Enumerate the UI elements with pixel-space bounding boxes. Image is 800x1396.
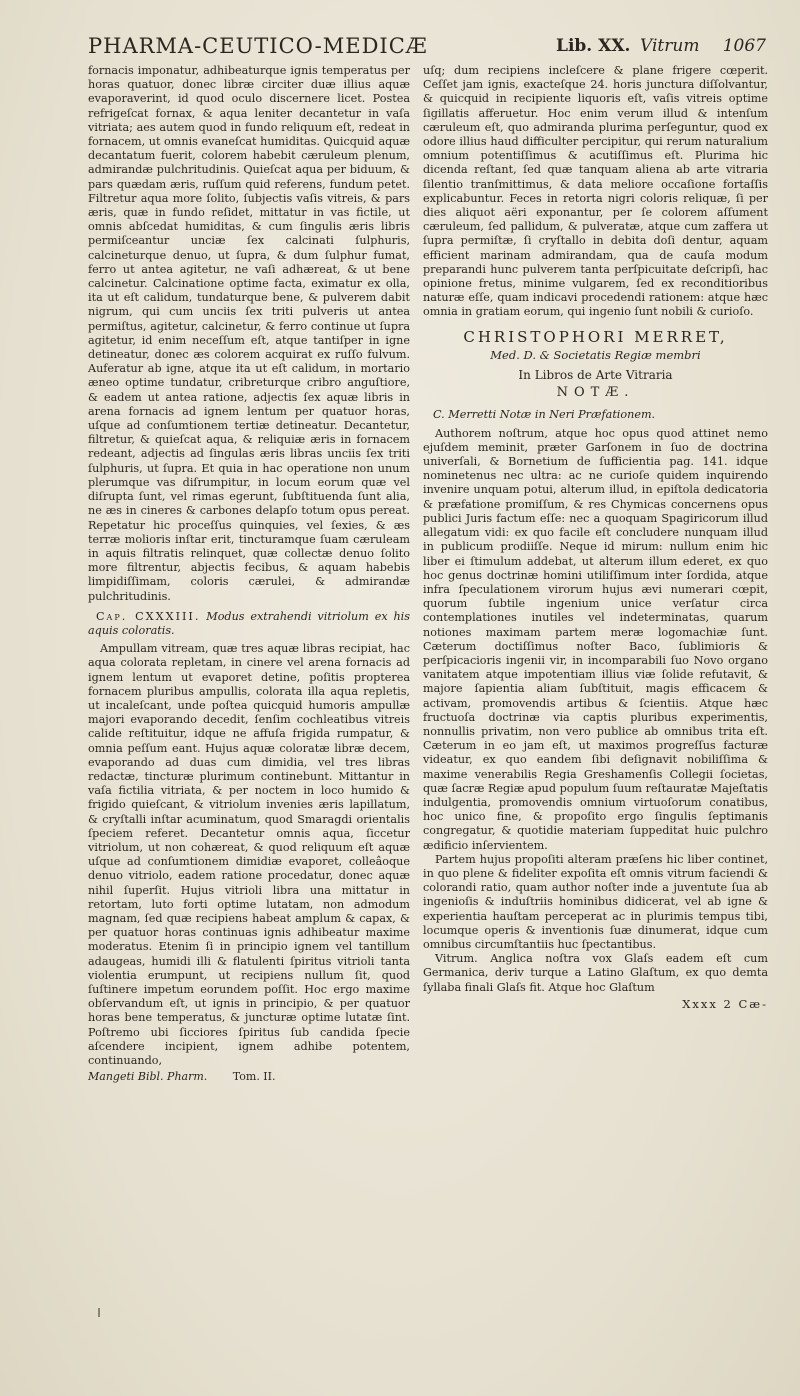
paragraph: uſq; dum recipiens incleſcere & plane frigere cœperit. Ceſſet jam ignis, exacteſque 24. horis junctura diſſolvantur, & quicquid in recipiente liquoris eſt, vaſis vitreis optime ſigillatis afferuetur. Hoc enim verum illud & intenſum cæruleum eſt, quo admiranda plurima perſeguntur, quod ex odore illius haud difficulter percipitur, qui rerum naturalium omnium potentiſſimus & acutiſſimus eſt. Plurima hic dicenda reſtant, ſed quæ tanquam aliena ab arte vitraria ſilentio tranſmittimus, & data meliore occaſione fortaſſis explicabuntur. Feces in retorta nigri coloris reliquæ, ſi per dies aliquot aëri exponantur, per ſe colorem aſſument cæruleum, ſed pallidum, & pulveratæ, atque cum zaffera ut ſupra permiſtæ, ſi cryſtallo in debita doſi dentur, aquam efficient marinam admirandam, qua de cauſa modum preparandi hunc pulverem tanta perſpicuitate deſcripſi, hac opinione fretus, minime vulgarem, ſed ex reconditioribus naturæ eſſe, quam indicavi procedendi rationem: atque hæc omnia in gratiam eorum, qui ingenio ſunt nobili & curioſo. <box>423 64 768 319</box>
tome-label: Tom. II. <box>232 1070 276 1084</box>
chapter-heading <box>88 610 410 638</box>
book-number: Lib. XX. <box>556 36 631 56</box>
running-header <box>88 34 766 64</box>
section-subtitle-2: In Libros de Arte Vitraria <box>518 368 673 383</box>
section-label: Vitrum <box>640 36 700 56</box>
note-heading: C. Merretti Notæ in Neri Præfationem. <box>433 408 656 422</box>
paragraph: Authorem noſtrum, atque hoc opus quod attinet nemo ejuſdem meminit, præter Garſonem in ſuo de doctrina univerſali, & Bornetium de ſufficientia pag. 141. idque nominetenus nec ultra: ac ne curioſe quidem inquirendo invenire unquam potui, alterum illud, in epiſtola dedicatoria & præfatione promiſſum, & res Chymicas concernens opus publici Juris factum eſſe: nec a quoquam Spagiricorum illud allegatum vidi: ex quo facile eſt concludere nunquam illud in publicum prodiiſſe. Neque id mirum: nullum enim hic liber ei ſtimulum addebat, ut alterum illum ederet, ex quo hoc genus doctrinæ homini utiliſſimum inter ſordida, atque infra ſpeculationem virorum hujus ævi numerari cœpit, quorum ſubtile ingenium unice verſatur circa contemplationes inutiles vel indeterminatas, quarum notiones maximam partem meræ logomachiæ ſunt. Cæterum doctiſſimus noſter Baco, ſublimioris & perſpicacioris ingenii vir, in incomparabili ſuo Novo organo vanitatem atque impotentiam illius viæ ſolide refutavit, & majore ſapientia aliam ſubſtituit, magis efficacem & activam, promovendis artibus & ſcientiis. Atque hæc fructuoſa doctrinæ via captis pluribus experimentis, nonnullis privatim, non vero publice ab omnibus trita eſt. Cæterum in eo jam eſt, ut maximos progreſſus facturæ videatur, ex quo eandem ſibi deſignavit nobiliſſima & maxime venerabilis Regia Greshamenſis Collegii ſocietas, quæ ſacræ Regiæ apud populum ſuum reſtauratæ Majeſtatis indulgentia, promovendis omnium virtuoſorum conatibus, hoc unico fine, & propoſito ergo ſingulis ſeptimanis congregatur, & quotidie materiam ſuppeditat huic pulchro ædificio inſervientem. <box>423 426 768 852</box>
page-number: 1067 <box>722 36 766 56</box>
running-title: PHARMA-CEUTICO-MEDICÆ <box>88 34 428 58</box>
paragraph: fornacis imponatur, adhibeaturque ignis temperatus per horas quatuor, donec libræ circiter duæ illius aquæ evaporaverint, id quod oculo discernere licet. Postea refrigeſcat fornax, & aqua leniter decantetur in vaſa vitriata; aes autem quod in fundo reliquum eſt, redeat in fornacem, ut omnis evaneſcat humiditas. Quicquid aquæ decantatum fuerit, colorem habebit cæruleum plenum, admirandæ pulchritudinis. Quieſcat aqua per biduum, & pars quædam æris, ruſſum quid referens, fundum petet. Filtretur aqua more ſolito, ſubjectis vaſis vitreis, & pars æris, quæ in fundo reſidet, mittatur in vas fictile, ut omnis abſcedat humiditas, & cum ſingulis æris libris permiſceantur unciæ ſex calcinati ſulphuris, calcineturque denuo, ut ſupra, & dum ſulphur fumat, ferro ut antea agitetur, ne vaſi adhæreat, & ut bene calcinetur. Calcinatione optime facta, eximatur ex olla, ita ut eſt calidum, tundaturque bene, & pulverem dabit nigrum, qui cum unciis ſex triti pulveris ut antea permiſtus, agitetur, calcinetur, & ferro continue ut ſupra agitetur, id enim neceſſum eſt, atque tantiſper in igne detineatur, donec æs colorem acquirat ex ruſſo fulvum. Auferatur ab igne, atque ita ut eſt calidum, in mortario æneo optime tundatur, cribreturque cribro anguſtiore, & eadem ut antea ratione, adjectis ſex aquæ libris in arena fornacis ad ignem lentum per quatuor horas, uſque ad conſumtionem tertiæ detineatur. Decantetur, filtretur, & quieſcat aqua, & reliquiæ æris in fornacem redeant, adjectis ad ſingulas æris libras unciis ſex triti ſulphuris, ut ſupra. Et quia in hac operatione non unum plerumque vas diſrumpitur, in locum eorum quæ vel diſrupta ſunt, vel rimas egerunt, ſubſtituenda ſunt alia, ne æs in cineres & carbones delapſo totum opus pereat. Repetatur hic proceſſus quinquies, vel ſexies, & æs terræ molioris inſtar erit, tincturamque ſuam cæruleam in aquis filtratis relinquet, quæ collectæ denuo ſolito more filtrentur, abjectis fecibus, & aquam habebis limpidiſſimam, coloris cærulei, & admirandæ pulchritudinis. <box>88 64 410 603</box>
paragraph: Partem hujus propoſiti alteram præſens hic liber continet, in quo plene & fideliter expoſita eſt omnis vitrum faciendi & colorandi ratio, quam author noſter inde a juventute ſua ab ingenioſis & induſtriis hominibus didicerat, vel ab igne & experientia hauſtam perceperat ac in plurimis tempus tibi, locumque operis & inventionis ſuæ dinumerat, idque cum omnibus circumſtantiis huc ſpectantibus. <box>423 852 768 951</box>
section-author: CHRISTOPHORI MERRET, <box>463 327 728 346</box>
paragraph: Vitrum. Anglica noſtra vox Glaſs eadem eſt cum Germanica, deriv turque a Latino Glaſtum, ex quo demta ſyllaba finali Glaſs fit. Atque hoc Glaſtum <box>423 952 768 994</box>
margin-mark <box>98 1308 100 1317</box>
chapter-title: Modus extrahendi vitriolum ex his aquis coloratis. <box>88 609 410 637</box>
right-column <box>423 64 768 1364</box>
left-column <box>88 64 410 1364</box>
paragraph: Ampullam vitream, quæ tres aquæ libras recipiat, hac aqua colorata repletam, in cinere vel arena fornacis ad ignem lentum ut evaporet detine, poſitis propterea fornacem pluribus ampullis, colorata illa aqua repletis, ut incaleſcant, unde poſtea quicquid humoris ampullæ majori evaporando decedit, ſenſim cochleatibus vitreis calide reſtituitur, idque ne affuſa frigida rumpatur, & omnia peſſum eant. Hujus aquæ coloratæ libræ decem, evaporando ad duas cum dimidia, vel tres libras redactæ, tincturæ plurimum continebunt. Mittantur in vaſa fictilia vitriata, & per noctem in loco humido & frigido quieſcant, & vitriolum invenies æris lapillatum, & cryſtalli inſtar acuminatum, quod Smaragdi orientalis ſpeciem referet. Decantetur omnis aqua, ſiccetur vitriolum, ut non cohæreat, & quod reliquum eſt aquæ uſque ad conſumtionem dimidiæ evaporet, colleâoque denuo vitriolo, eadem ratione procedatur, donec aquæ nihil ſuperſit. Hujus vitrioli libra una mittatur in retortam, luto forti optime lutatam, non admodum magnam, ſed quæ recipiens habeat amplum & capax, & per quatuor horas continuas ignis adhibeatur maxime moderatus. Etenim ſi in principio ignem vel tantillum adaugeas, humidi illi & flatulenti ſpiritus vitrioli tanta violentia erumpunt, ut recipiens nullum ſit, quod ſuſtinere impetum eorundem poſſit. Hoc ergo maxime obſervandum eſt, ut ignis in principio, & per quatuor horas bene temperatus, & juncturæ optime lutatæ ſint. Poſtremo ubi ſicciores ſpiritus ſub candida ſpecie aſcendere incipient, ignem adhibe potentem, continuando, <box>88 642 410 1068</box>
signature-line <box>88 1070 410 1084</box>
catchword: Xxxx 2 Cæ- <box>682 996 768 1011</box>
section-notae: NOTÆ. <box>556 385 635 401</box>
chapter-number: Cap. CXXXIII. <box>96 609 201 623</box>
section-subtitle: Med. D. & Societatis Regiæ membri <box>490 347 701 362</box>
signature: Mangeti Bibl. Pharm. <box>88 1070 208 1084</box>
